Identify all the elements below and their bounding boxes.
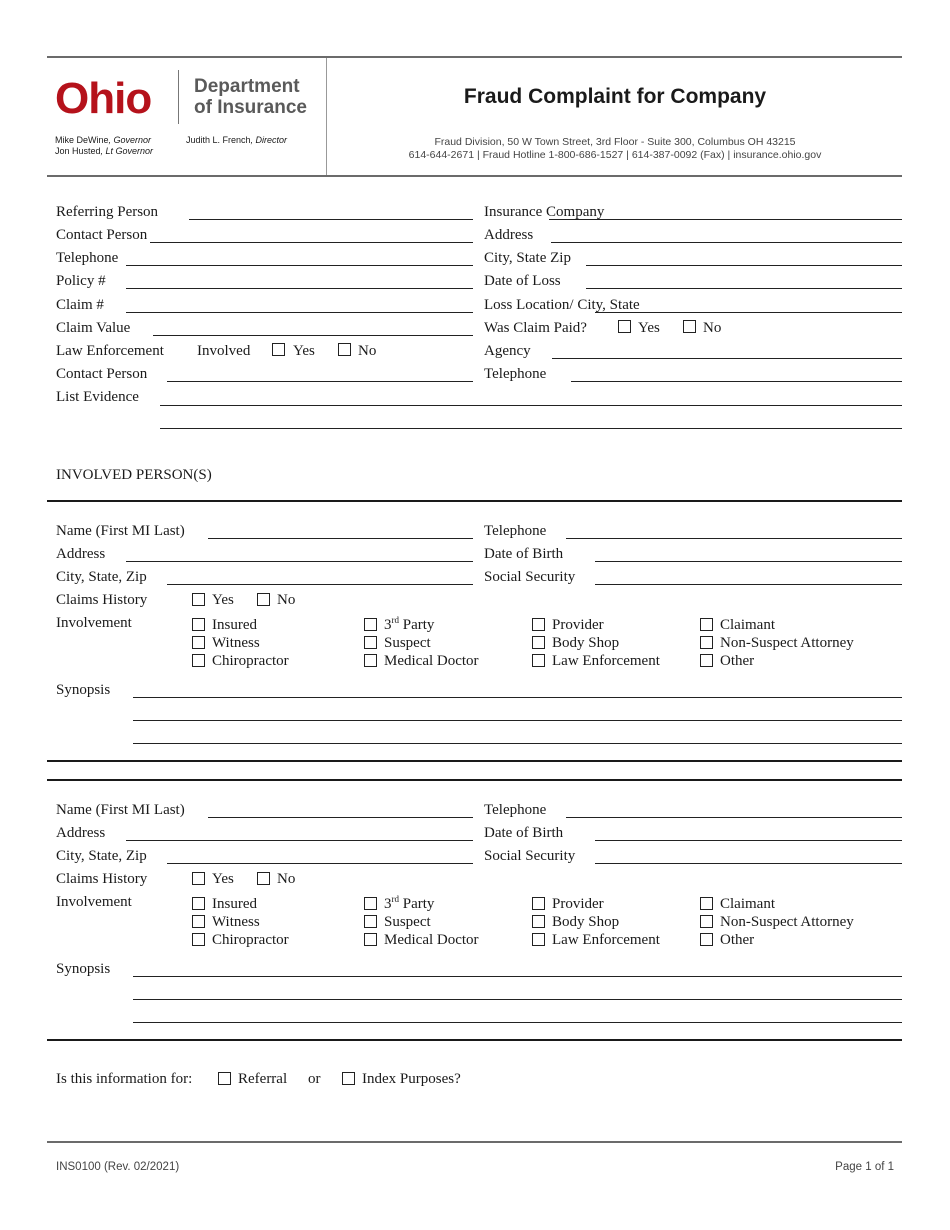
person2-claims-history-yes-checkbox[interactable] bbox=[192, 872, 205, 885]
law-enforcement-yes-label: Yes bbox=[293, 343, 315, 359]
referring-person-label: Referring Person bbox=[56, 204, 159, 220]
person2-non-suspect-attorney-checkbox[interactable] bbox=[700, 915, 713, 928]
contact-line: 614-644-2671 | Fraud Hotline 1-800-686-1527 | 614-387-0092 (Fax) | insurance.ohio.gov bbox=[408, 149, 822, 161]
person1-dob-label: Date of Birth bbox=[484, 546, 564, 562]
loss-location-label: Loss Location/ City, State bbox=[484, 297, 640, 313]
law-enforcement-yes-checkbox[interactable] bbox=[272, 343, 285, 356]
person1-non-suspect-attorney-checkbox[interactable] bbox=[700, 636, 713, 649]
referring-person-field[interactable] bbox=[189, 219, 473, 220]
person2-address-label: Address bbox=[56, 825, 106, 841]
svg-text:Ohio: Ohio bbox=[55, 74, 152, 119]
footer-rule bbox=[47, 1141, 902, 1143]
director-name: Judith L. French bbox=[186, 135, 251, 145]
governor bbox=[55, 135, 151, 146]
person1-body-shop-checkbox[interactable] bbox=[532, 636, 545, 649]
person2-chiropractor-label: Chiropractor bbox=[212, 932, 289, 948]
lt-governor-name: Jon Husted bbox=[55, 146, 101, 156]
person1-claims-history-no-checkbox[interactable] bbox=[257, 593, 270, 606]
person1-other-checkbox[interactable] bbox=[700, 654, 713, 667]
contact-person-field[interactable] bbox=[150, 242, 473, 243]
le-contact-person-field[interactable] bbox=[167, 381, 473, 382]
city-state-zip-label: City, State Zip bbox=[484, 250, 571, 266]
claim-field[interactable] bbox=[126, 312, 473, 313]
person1-third-party-label bbox=[384, 617, 434, 634]
telephone-label: Telephone bbox=[56, 250, 119, 266]
index-purposes-checkbox[interactable] bbox=[342, 1072, 355, 1085]
person1-claimant-label: Claimant bbox=[720, 617, 775, 633]
claim-paid-no-label: No bbox=[703, 320, 722, 336]
person1-ssn-label: Social Security bbox=[484, 569, 576, 585]
person1-synopsis-field-2[interactable] bbox=[133, 720, 902, 721]
person1-medical-doctor-label: Medical Doctor bbox=[384, 653, 479, 669]
or-label: or bbox=[308, 1071, 321, 1087]
person2-name-label: Name (First MI Last) bbox=[56, 802, 185, 818]
was-claim-paid-label: Was Claim Paid? bbox=[484, 320, 587, 336]
person1-telephone-field[interactable] bbox=[566, 538, 902, 539]
person2-address-field[interactable] bbox=[126, 840, 473, 841]
person1-involvement-label: Involvement bbox=[56, 615, 132, 631]
person1-other-label: Other bbox=[720, 653, 755, 669]
page-number: Page 1 of 1 bbox=[835, 1161, 894, 1173]
person1-claims-history-label: Claims History bbox=[56, 592, 148, 608]
person1-claims-history-yes-checkbox[interactable] bbox=[192, 593, 205, 606]
agency-telephone-label: Telephone bbox=[484, 366, 547, 382]
purpose-question: Is this information for: bbox=[56, 1071, 193, 1087]
date-of-loss-field[interactable] bbox=[586, 288, 902, 289]
contact-person-label: Contact Person bbox=[56, 227, 148, 243]
insurance-company-label: Insurance Company bbox=[484, 204, 605, 220]
person2-dob-label: Date of Birth bbox=[484, 825, 564, 841]
person2-third-party-sup: rd bbox=[391, 894, 399, 904]
person2-city-state-zip-label: City, State, Zip bbox=[56, 848, 147, 864]
person2-city-state-zip-field[interactable] bbox=[167, 863, 473, 864]
person2-third-party-checkbox[interactable] bbox=[364, 897, 377, 910]
person2-third-party-word: Party bbox=[399, 896, 435, 912]
person2-ssn-field[interactable] bbox=[595, 863, 902, 864]
person1-non-suspect-attorney-label: Non-Suspect Attorney bbox=[720, 635, 854, 651]
involved-label: Involved bbox=[197, 343, 251, 359]
person2-telephone-field[interactable] bbox=[566, 817, 902, 818]
person1-name-label: Name (First MI Last) bbox=[56, 523, 185, 539]
policy-field[interactable] bbox=[126, 288, 473, 289]
lt-governor-title: , Lt Governor bbox=[100, 146, 154, 156]
person1-address-field[interactable] bbox=[126, 561, 473, 562]
person1-city-state-zip-label: City, State, Zip bbox=[56, 569, 147, 585]
insurance-company-field[interactable] bbox=[549, 219, 902, 220]
header-bottom-rule bbox=[47, 175, 902, 177]
person2-body-shop-checkbox[interactable] bbox=[532, 915, 545, 928]
city-state-zip-field[interactable] bbox=[586, 265, 902, 266]
loss-location-field[interactable] bbox=[595, 312, 902, 313]
person1-witness-checkbox[interactable] bbox=[192, 636, 205, 649]
person1-third-party-sup: rd bbox=[391, 615, 399, 625]
person2-claims-history-label: Claims History bbox=[56, 871, 148, 887]
person2-claimant-checkbox[interactable] bbox=[700, 897, 713, 910]
person2-other-label: Other bbox=[720, 932, 755, 948]
person1-synopsis-field-1[interactable] bbox=[133, 697, 902, 698]
address-label: Address bbox=[484, 227, 534, 243]
person1-telephone-label: Telephone bbox=[484, 523, 547, 539]
director-title: , Director bbox=[250, 135, 288, 145]
person2-claims-history-no-checkbox[interactable] bbox=[257, 872, 270, 885]
person2-provider-checkbox[interactable] bbox=[532, 897, 545, 910]
telephone-field[interactable] bbox=[126, 265, 473, 266]
involved-persons-heading: INVOLVED PERSON(S) bbox=[56, 467, 212, 483]
person1-suspect-label: Suspect bbox=[384, 635, 431, 651]
section-divider-4 bbox=[47, 1039, 902, 1041]
list-evidence-field-2[interactable] bbox=[160, 428, 902, 429]
person1-synopsis-field-3[interactable] bbox=[133, 743, 902, 744]
index-purposes-label: Index Purposes? bbox=[362, 1071, 461, 1087]
person2-claims-history-yes-label: Yes bbox=[212, 871, 234, 887]
law-enforcement-label: Law Enforcement bbox=[56, 343, 164, 359]
person1-provider-label: Provider bbox=[552, 617, 604, 633]
person1-chiropractor-checkbox[interactable] bbox=[192, 654, 205, 667]
address-field[interactable] bbox=[551, 242, 902, 243]
list-evidence-field-1[interactable] bbox=[160, 405, 902, 406]
person2-non-suspect-attorney-label: Non-Suspect Attorney bbox=[720, 914, 854, 930]
claim-paid-yes-label: Yes bbox=[638, 320, 660, 336]
person1-dob-field[interactable] bbox=[595, 561, 902, 562]
agency-label: Agency bbox=[484, 343, 531, 359]
claim-value-label: Claim Value bbox=[56, 320, 131, 336]
department-line-2: of Insurance bbox=[194, 97, 307, 118]
person2-synopsis-field-1[interactable] bbox=[133, 976, 902, 977]
person2-insured-label: Insured bbox=[212, 896, 257, 912]
person1-witness-label: Witness bbox=[212, 635, 260, 651]
person1-city-state-zip-field[interactable] bbox=[167, 584, 473, 585]
person1-medical-doctor-checkbox[interactable] bbox=[364, 654, 377, 667]
person1-name-field[interactable] bbox=[208, 538, 473, 539]
ohio-logo bbox=[55, 73, 167, 119]
person1-ssn-field[interactable] bbox=[595, 584, 902, 585]
form-number: INS0100 (Rev. 02/2021) bbox=[56, 1161, 180, 1173]
header-divider bbox=[326, 58, 327, 175]
person2-suspect-checkbox[interactable] bbox=[364, 915, 377, 928]
person2-claimant-label: Claimant bbox=[720, 896, 775, 912]
person1-address-label: Address bbox=[56, 546, 106, 562]
governor-name: Mike DeWine bbox=[55, 135, 109, 145]
person1-third-party-word: Party bbox=[399, 617, 435, 633]
claim-paid-no-checkbox[interactable] bbox=[683, 320, 696, 333]
person1-synopsis-label: Synopsis bbox=[56, 682, 111, 698]
person2-claims-history-no-label: No bbox=[277, 871, 296, 887]
person2-third-party-num: 3 bbox=[384, 896, 392, 912]
person1-insured-checkbox[interactable] bbox=[192, 618, 205, 631]
person1-chiropractor-label: Chiropractor bbox=[212, 653, 289, 669]
person2-witness-label: Witness bbox=[212, 914, 260, 930]
referral-label: Referral bbox=[238, 1071, 288, 1087]
person1-suspect-checkbox[interactable] bbox=[364, 636, 377, 649]
person2-medical-doctor-checkbox[interactable] bbox=[364, 933, 377, 946]
logo-divider bbox=[178, 70, 179, 124]
person2-chiropractor-checkbox[interactable] bbox=[192, 933, 205, 946]
person2-witness-checkbox[interactable] bbox=[192, 915, 205, 928]
person1-law-enforcement-label: Law Enforcement bbox=[552, 653, 660, 669]
referral-checkbox[interactable] bbox=[218, 1072, 231, 1085]
person2-other-checkbox[interactable] bbox=[700, 933, 713, 946]
list-evidence-label: List Evidence bbox=[56, 389, 139, 405]
person2-dob-field[interactable] bbox=[595, 840, 902, 841]
person1-provider-checkbox[interactable] bbox=[532, 618, 545, 631]
person1-law-enforcement-checkbox[interactable] bbox=[532, 654, 545, 667]
agency-field[interactable] bbox=[552, 358, 902, 359]
person2-telephone-label: Telephone bbox=[484, 802, 547, 818]
person2-law-enforcement-label: Law Enforcement bbox=[552, 932, 660, 948]
person1-body-shop-label: Body Shop bbox=[552, 635, 620, 651]
address-line: Fraud Division, 50 W Town Street, 3rd Floor - Suite 300, Columbus OH 43215 bbox=[434, 136, 796, 148]
governor-title: , Governor bbox=[108, 135, 152, 145]
law-enforcement-no-label: No bbox=[358, 343, 377, 359]
header-top-rule bbox=[47, 56, 902, 58]
person2-third-party-label bbox=[384, 896, 434, 913]
person2-medical-doctor-label: Medical Doctor bbox=[384, 932, 479, 948]
person2-synopsis-field-3[interactable] bbox=[133, 1022, 902, 1023]
claim-value-field[interactable] bbox=[153, 335, 473, 336]
date-of-loss-label: Date of Loss bbox=[484, 273, 561, 289]
law-enforcement-no-checkbox[interactable] bbox=[338, 343, 351, 356]
claim-label: Claim # bbox=[56, 297, 104, 313]
policy-label: Policy # bbox=[56, 273, 106, 289]
person2-suspect-label: Suspect bbox=[384, 914, 431, 930]
person1-claimant-checkbox[interactable] bbox=[700, 618, 713, 631]
person2-insured-checkbox[interactable] bbox=[192, 897, 205, 910]
person2-involvement-label: Involvement bbox=[56, 894, 132, 910]
section-divider-3 bbox=[47, 779, 902, 781]
director bbox=[186, 135, 287, 146]
lt-governor bbox=[55, 146, 153, 157]
le-contact-person-label: Contact Person bbox=[56, 366, 148, 382]
section-divider-2 bbox=[47, 760, 902, 762]
person2-name-field[interactable] bbox=[208, 817, 473, 818]
person2-law-enforcement-checkbox[interactable] bbox=[532, 933, 545, 946]
person2-ssn-label: Social Security bbox=[484, 848, 576, 864]
person1-claims-history-no-label: No bbox=[277, 592, 296, 608]
ohio-logo-graphic bbox=[55, 73, 167, 119]
form-title: Fraud Complaint for Company bbox=[463, 85, 767, 108]
person2-synopsis-label: Synopsis bbox=[56, 961, 111, 977]
agency-telephone-field[interactable] bbox=[571, 381, 902, 382]
person1-third-party-num: 3 bbox=[384, 617, 392, 633]
person2-provider-label: Provider bbox=[552, 896, 604, 912]
person1-insured-label: Insured bbox=[212, 617, 257, 633]
person1-third-party-checkbox[interactable] bbox=[364, 618, 377, 631]
claim-paid-yes-checkbox[interactable] bbox=[618, 320, 631, 333]
person1-claims-history-yes-label: Yes bbox=[212, 592, 234, 608]
person2-synopsis-field-2[interactable] bbox=[133, 999, 902, 1000]
department-line-1: Department bbox=[194, 76, 300, 97]
section-divider-1 bbox=[47, 500, 902, 502]
person2-body-shop-label: Body Shop bbox=[552, 914, 620, 930]
